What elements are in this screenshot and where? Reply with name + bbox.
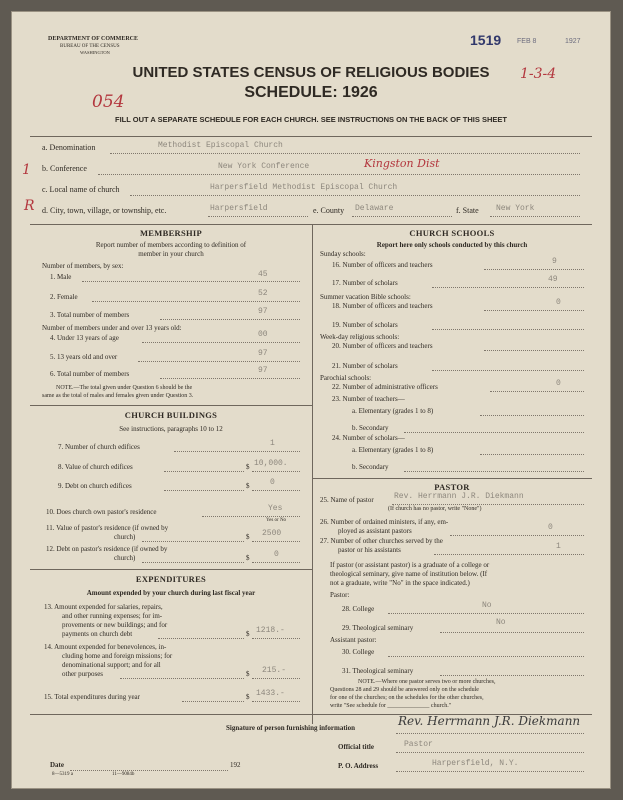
- margin-mark-1: 1: [22, 162, 31, 178]
- pastor-heading: PASTOR: [434, 482, 470, 492]
- q13-line-3: provements or new buildings; and for: [62, 621, 168, 629]
- pastor-sub-label: Pastor:: [330, 591, 350, 599]
- q28-line: [388, 613, 584, 614]
- graduate-note-1: If pastor (or assistant pastor) is a graduate of a college or: [330, 561, 490, 569]
- form-instruction: FILL OUT A SEPARATE SCHEDULE FOR EACH CHURCH. SEE INSTRUCTIONS ON THE BACK OF THIS SHEET: [115, 115, 507, 124]
- q4-label: 4. Under 13 years of age: [50, 334, 119, 342]
- q14-line-1: 14. Amount expended for benevolences, in-: [44, 643, 167, 651]
- q12-dollar: $: [246, 554, 250, 562]
- q27-label-2: pastor or his assistants: [338, 546, 401, 554]
- city-label: WASHINGTON: [80, 50, 110, 55]
- q11-leader: [142, 541, 244, 542]
- stamp-date: FEB 8: [517, 38, 537, 45]
- county-line: [352, 216, 452, 217]
- q15-dollar: $: [246, 693, 250, 701]
- schools-intro: Report here only schools conducted by this church: [376, 241, 528, 249]
- center-column-divider: [312, 224, 313, 724]
- signature-line: [396, 733, 584, 734]
- q22-value: 0: [556, 379, 561, 388]
- q21-line: [432, 370, 584, 371]
- sunday-schools-label: Sunday schools:: [320, 250, 366, 258]
- q10-hint: Yes or No: [266, 518, 287, 523]
- pastor-note-4: write "See schedule for ______________ church.": [330, 703, 452, 709]
- q1-value: 45: [258, 270, 268, 279]
- q24b-label: b. Secondary: [352, 463, 389, 471]
- q2-label: 2. Female: [50, 293, 78, 301]
- state-value: New York: [496, 204, 535, 213]
- q8-leader: [164, 471, 244, 472]
- q10-line: [202, 516, 300, 517]
- expenditures-heading: EXPENDITURES: [135, 574, 207, 584]
- q24b-line: [404, 471, 584, 472]
- q13-dollar: $: [246, 630, 250, 638]
- q19-line: [432, 329, 584, 330]
- q18-value: 0: [556, 298, 561, 307]
- q14-leader: [120, 678, 244, 679]
- q6-value: 97: [258, 366, 268, 375]
- date-year: 192: [230, 761, 241, 769]
- signature-label: Signature of person furnishing information: [226, 724, 355, 732]
- q25-hint: (If church has no pastor, write "None"): [388, 506, 482, 512]
- q28-label: 28. College: [342, 605, 375, 613]
- q14-line: [252, 678, 300, 679]
- q27-value: 1: [556, 542, 561, 551]
- q11-label-2: church): [114, 533, 136, 541]
- official-title-label: Official title: [338, 743, 374, 751]
- official-title-line: [396, 752, 584, 753]
- q24-label: 24. Number of scholars—: [332, 434, 405, 442]
- q18-line: [484, 310, 584, 311]
- q23b-line: [404, 432, 584, 433]
- header-divider: [30, 136, 592, 137]
- membership-note-2: same as the total of males and females given under Question 3.: [42, 393, 194, 399]
- official-title-value: Pastor: [404, 740, 433, 749]
- conference-label: b. Conference: [42, 164, 87, 173]
- q14-value: 215.-: [262, 666, 287, 675]
- q11-line: [252, 541, 300, 542]
- q3-line: [160, 319, 300, 320]
- q9-value: 0: [270, 478, 275, 487]
- conference-value: New York Conference: [218, 162, 310, 171]
- q12-value: 0: [274, 550, 279, 559]
- q13-line: [252, 638, 300, 639]
- q17-label: 17. Number of scholars: [332, 279, 398, 287]
- q19-label: 19. Number of scholars: [332, 321, 398, 329]
- q25-label: 25. Name of pastor: [320, 496, 374, 504]
- q28-value: No: [482, 601, 492, 610]
- q2-value: 52: [258, 289, 268, 298]
- stamp-number: 1519: [470, 32, 502, 48]
- q23a-label: a. Elementary (grades 1 to 8): [352, 407, 434, 415]
- q27-label-1: 27. Number of other churches served by the: [320, 537, 443, 545]
- q22-label: 22. Number of administrative officers: [332, 383, 438, 391]
- q30-label: 30. College: [342, 648, 375, 656]
- denomination-label: a. Denomination: [42, 143, 96, 152]
- q7-value: 1: [270, 439, 275, 448]
- membership-intro-1: Report number of members according to definition of: [95, 241, 247, 249]
- q24a-line: [480, 454, 584, 455]
- q15-label: 15. Total expenditures during year: [44, 693, 140, 701]
- q6-label: 6. Total number of members: [50, 370, 130, 378]
- date-line: [70, 770, 228, 771]
- q30-line: [388, 656, 584, 657]
- q13-line-4: payments on church debt: [62, 630, 133, 638]
- margin-mark-r: R: [24, 198, 35, 214]
- q23-label: 23. Number of teachers—: [332, 395, 405, 403]
- q10-value: Yes: [268, 504, 283, 513]
- membership-heading: MEMBERSHIP: [139, 228, 203, 238]
- stamp-year: 1927: [565, 38, 581, 45]
- members-by-sex-label: Number of members, by sex:: [42, 262, 124, 270]
- conference-handwritten: Kingston Dist: [364, 157, 440, 170]
- q13-line-1: 13. Amount expended for salaries, repairs,: [44, 603, 163, 611]
- graduate-note-3: not a graduate, write "No" in the space indicated.): [330, 579, 470, 587]
- q12-label-2: church): [114, 554, 136, 562]
- county-label: e. County: [313, 206, 345, 215]
- q23b-label: b. Secondary: [352, 424, 389, 432]
- q9-dollar: $: [246, 482, 250, 490]
- po-address-line: [396, 771, 584, 772]
- pastor-note-3: for one of the churches; on the schedules for the other churches,: [330, 695, 484, 701]
- signature-value: Rev. Herrmann J.R. Diekmann: [398, 714, 581, 728]
- q17-value: 49: [548, 275, 558, 284]
- q2-line: [92, 301, 300, 302]
- conference-line: [98, 174, 580, 175]
- q16-value: 9: [552, 257, 557, 266]
- identity-divider: [30, 224, 592, 225]
- q23a-line: [480, 415, 584, 416]
- handwritten-code: 1-3-4: [520, 66, 557, 82]
- q5-line: [138, 361, 300, 362]
- form-number: 8—5319 a: [52, 772, 73, 777]
- q9-line: [252, 490, 300, 491]
- q13-leader: [158, 638, 244, 639]
- q1-label: 1. Male: [50, 273, 72, 281]
- q15-value: 1433.-: [256, 689, 285, 698]
- q14-line-2: cluding home and foreign missions; for: [62, 652, 173, 660]
- pastor-note-1: NOTE.—Where one pastor serves two or more churches,: [358, 679, 496, 685]
- date-label: Date: [50, 761, 64, 769]
- buildings-heading: CHURCH BUILDINGS: [124, 410, 218, 420]
- q15-line: [252, 701, 300, 702]
- q13-line-2: and other running expenses; for im-: [62, 612, 163, 620]
- print-number: 11—9084b: [112, 772, 135, 777]
- city-label: d. City, town, village, or township, etc.: [42, 206, 167, 215]
- buildings-intro: See instructions, paragraphs 10 to 12: [119, 425, 223, 433]
- q14-dollar: $: [246, 670, 250, 678]
- q7-label: 7. Number of church edifices: [58, 443, 140, 451]
- form-title: UNITED STATES CENSUS OF RELIGIOUS BODIES: [132, 64, 490, 81]
- q10-label: 10. Does church own pastor's residence: [46, 508, 157, 516]
- q1-line: [82, 281, 300, 282]
- q17-line: [432, 287, 584, 288]
- q11-value: 2500: [262, 529, 282, 538]
- schools-heading: CHURCH SCHOOLS: [409, 228, 495, 238]
- state-label: f. State: [456, 206, 479, 215]
- q11-label-1: 11. Value of pastor's residence (if owned by: [46, 524, 169, 532]
- q29-label: 29. Theological seminary: [342, 624, 414, 632]
- q14-line-3: denominational support; and for all: [62, 661, 161, 669]
- q31-label: 31. Theological seminary: [342, 667, 414, 675]
- q12-label-1: 12. Debt on pastor's residence (if owned by: [46, 545, 168, 553]
- q3-value: 97: [258, 307, 268, 316]
- assistant-pastor-label: Assistant pastor:: [330, 636, 377, 644]
- summer-schools-label: Summer vacation Bible schools:: [320, 293, 411, 301]
- q20-line: [484, 350, 584, 351]
- q31-line: [440, 675, 584, 676]
- city-line: [208, 216, 308, 217]
- q9-label: 9. Debt on church edifices: [58, 482, 132, 490]
- q4-line: [142, 342, 300, 343]
- q9-leader: [164, 490, 244, 491]
- q8-line: [252, 471, 300, 472]
- q24a-label: a. Elementary (grades 1 to 8): [352, 446, 434, 454]
- q21-label: 21. Number of scholars: [332, 362, 398, 370]
- q4-value: 00: [258, 330, 268, 339]
- q22-line: [490, 391, 584, 392]
- membership-divider: [30, 405, 312, 406]
- weekday-schools-label: Week-day religious schools:: [320, 333, 400, 341]
- po-address-label: P. O. Address: [338, 762, 379, 770]
- denomination-value: Methodist Episcopal Church: [158, 141, 283, 150]
- q26-line: [450, 535, 584, 536]
- q18-label: 18. Number of officers and teachers: [332, 302, 433, 310]
- q3-label: 3. Total number of members: [50, 311, 130, 319]
- q5-label: 5. 13 years old and over: [50, 353, 118, 361]
- q29-value: No: [496, 618, 506, 627]
- q16-line: [484, 269, 584, 270]
- q16-label: 16. Number of officers and teachers: [332, 261, 433, 269]
- q6-line: [160, 378, 300, 379]
- local-name-line: [130, 195, 580, 196]
- state-line: [490, 216, 580, 217]
- q7-line: [174, 451, 300, 452]
- parochial-schools-label: Parochial schools:: [320, 374, 372, 382]
- graduate-note-2: theological seminary, give name of institution below. (If: [330, 570, 488, 578]
- q14-line-4: other purposes: [62, 670, 104, 678]
- q5-value: 97: [258, 349, 268, 358]
- po-address-value: Harpersfield, N.Y.: [432, 759, 519, 768]
- q12-leader: [142, 562, 244, 563]
- department-label: DEPARTMENT OF COMMERCE: [48, 36, 139, 42]
- q29-line: [440, 632, 584, 633]
- q27-line: [434, 554, 584, 555]
- q8-label: 8. Value of church edifices: [58, 463, 133, 471]
- form-subtitle: SCHEDULE: 1926: [244, 84, 378, 101]
- membership-note-1: NOTE.—The total given under Question 6 should be the: [56, 385, 193, 391]
- q26-label-1: 26. Number of ordained ministers, if any, em-: [320, 518, 449, 526]
- q8-dollar: $: [246, 463, 250, 471]
- q13-value: 1218.-: [256, 626, 285, 635]
- q26-label-2: ployed as assistant pastors: [338, 527, 412, 535]
- q25-line: [392, 504, 584, 505]
- expenditures-intro: Amount expended by your church during last fiscal year: [86, 589, 256, 597]
- pastor-note-2: Questions 28 and 29 should be answered only on the schedule: [330, 687, 479, 693]
- bureau-label: BUREAU OF THE CENSUS: [60, 44, 120, 49]
- denomination-line: [110, 153, 580, 154]
- census-schedule-sheet: [12, 12, 610, 788]
- local-name-value: Harpersfield Methodist Episcopal Church: [210, 183, 398, 192]
- membership-intro-2: member in your church: [138, 250, 204, 258]
- q26-value: 0: [548, 523, 553, 532]
- q25-value: Rev. Herrmann J.R. Diekmann: [394, 492, 524, 501]
- schools-divider: [312, 478, 592, 479]
- q15-leader: [182, 701, 244, 702]
- buildings-divider: [30, 569, 312, 570]
- q20-label: 20. Number of officers and teachers: [332, 342, 433, 350]
- local-name-label: c. Local name of church: [42, 185, 120, 194]
- q11-dollar: $: [246, 533, 250, 541]
- county-value: Delaware: [355, 204, 394, 213]
- city-value: Harpersfield: [210, 204, 268, 213]
- q12-line: [252, 562, 300, 563]
- q8-value: 10,000.: [254, 459, 288, 468]
- handwritten-number: 054: [92, 92, 125, 112]
- members-age-label: Number of members under and over 13 years old:: [42, 324, 182, 332]
